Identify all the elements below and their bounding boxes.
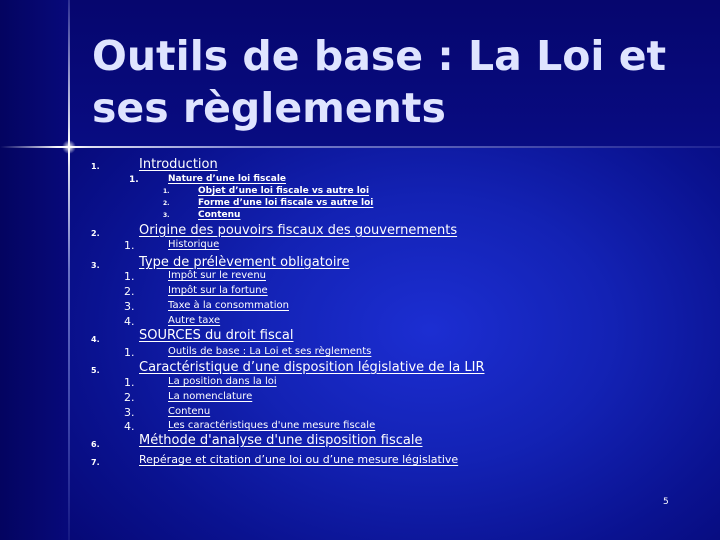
- outline-link-caracteristiques-mesure[interactable]: Les caractéristiques d'une mesure fiscale: [168, 420, 376, 431]
- outline-number: 4.: [124, 420, 135, 433]
- outline-number: 7.: [91, 458, 100, 467]
- outline-link-impot-revenu[interactable]: Impôt sur le revenu: [168, 270, 266, 281]
- outline-number: 3.: [124, 406, 135, 419]
- outline-link-origine[interactable]: Origine des pouvoirs fiscaux des gouvernements: [139, 223, 458, 238]
- outline-link-methode[interactable]: Méthode d'analyse d'une disposition fiscale: [139, 433, 423, 448]
- outline-link-introduction[interactable]: Introduction: [139, 157, 218, 172]
- outline-link-impot-fortune[interactable]: Impôt sur la fortune: [168, 285, 268, 296]
- slide-title: [92, 30, 692, 134]
- horizontal-rule: [0, 146, 720, 148]
- outline-number: 3.: [163, 212, 170, 219]
- outline-number: 1.: [91, 162, 100, 171]
- outline-number: 2.: [124, 391, 135, 404]
- outline-link-position[interactable]: La position dans la loi: [168, 376, 277, 387]
- outline-link-sources[interactable]: SOURCES du droit fiscal: [139, 328, 294, 343]
- outline-link-nature[interactable]: Nature d’une loi fiscale: [168, 174, 287, 184]
- title-line-1: Outils de base : La Loi et: [92, 32, 667, 80]
- outline-link-type[interactable]: Type de prélèvement obligatoire: [139, 255, 350, 270]
- outline-number: 4.: [91, 335, 100, 344]
- title-line-2: ses règlements: [92, 84, 446, 132]
- outline-link-caracteristique[interactable]: Caractéristique d’une disposition législative de la LIR: [139, 360, 485, 375]
- outline-link-autre-taxe[interactable]: Autre taxe: [168, 315, 221, 326]
- outline-link-nomenclature[interactable]: La nomenclature: [168, 391, 253, 402]
- outline-number: 2.: [124, 285, 135, 298]
- outline-link-contenu-2[interactable]: Contenu: [168, 406, 211, 417]
- outline-link-contenu[interactable]: Contenu: [198, 210, 241, 220]
- outline-number: 1.: [124, 270, 135, 283]
- outline-number: 1.: [124, 346, 135, 359]
- outline-number: 1.: [124, 376, 135, 389]
- outline-link-historique[interactable]: Historique: [168, 239, 220, 250]
- slide-number: 5: [663, 497, 669, 507]
- outline-number: 3.: [124, 300, 135, 313]
- outline-number: 5.: [91, 366, 100, 375]
- outline-number: 1.: [124, 239, 135, 252]
- outline-number: 2.: [91, 229, 100, 238]
- outline-number: 3.: [91, 261, 100, 270]
- outline-link-taxe-consommation[interactable]: Taxe à la consommation: [168, 300, 289, 311]
- outline-link-reperage[interactable]: Repérage et citation d’une loi ou d’une mesure législative: [139, 453, 459, 466]
- left-band: [0, 0, 68, 540]
- outline-link-outils-de-base[interactable]: Outils de base : La Loi et ses règlements: [168, 346, 372, 357]
- vertical-rule: [68, 0, 70, 540]
- sparkle-icon: [47, 125, 91, 169]
- outline-link-objet[interactable]: Objet d’une loi fiscale vs autre loi: [198, 186, 370, 196]
- outline-number: 2.: [163, 200, 170, 207]
- outline-link-forme[interactable]: Forme d’une loi fiscale vs autre loi: [198, 198, 374, 208]
- outline-number: 1.: [129, 175, 139, 185]
- outline-number: 6.: [91, 440, 100, 449]
- outline-number: 1.: [163, 188, 170, 195]
- outline-number: 4.: [124, 315, 135, 328]
